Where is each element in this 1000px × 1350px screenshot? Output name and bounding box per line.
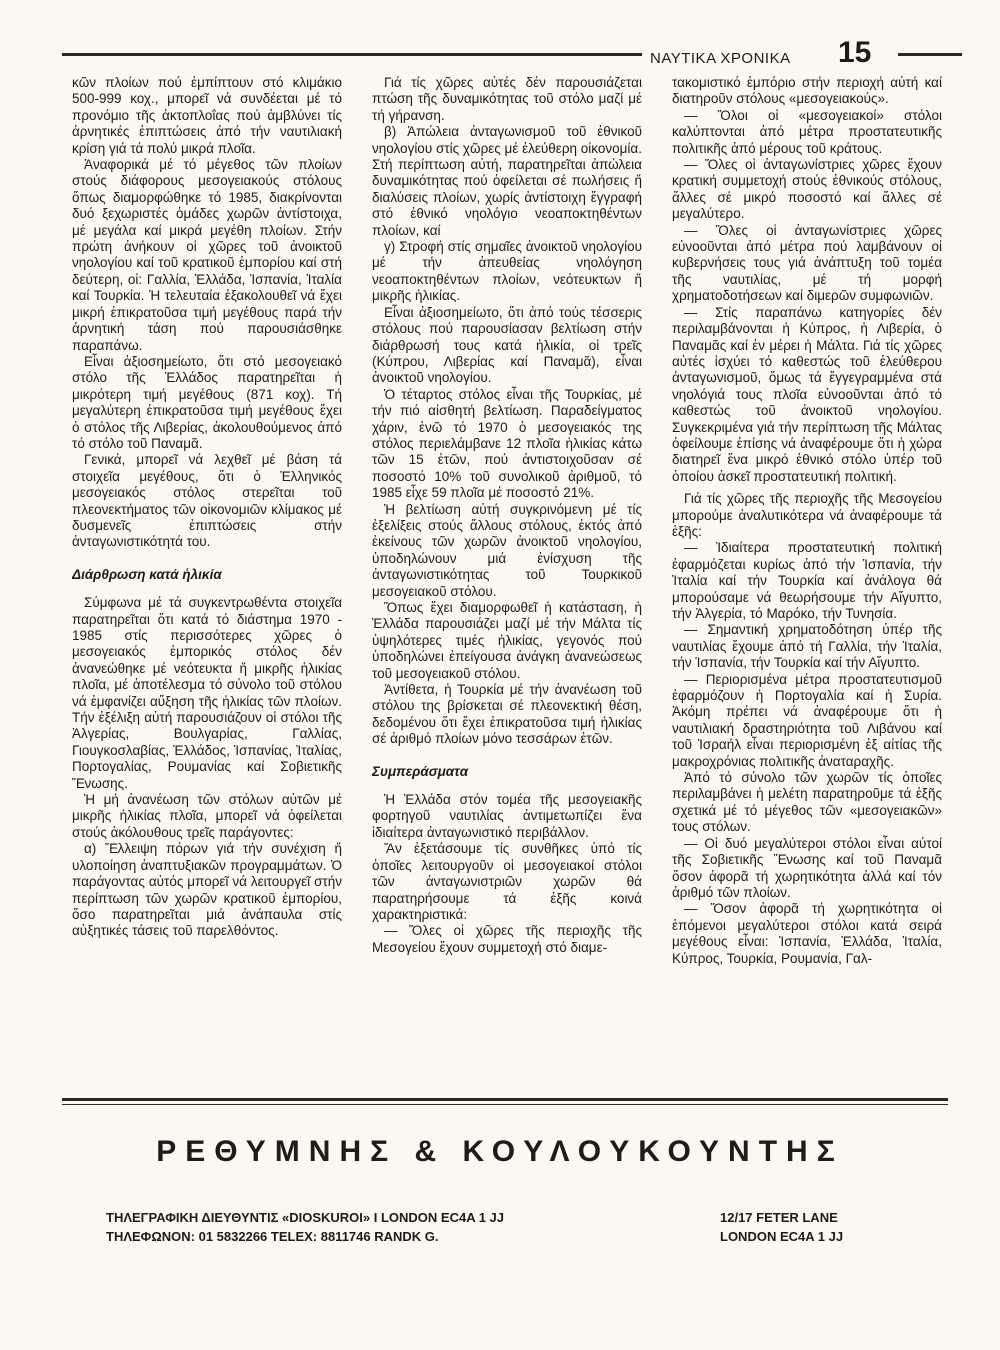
paragraph: — Ὅλες οἱ χῶρες τῆς περιοχῆς τῆς Μεσογείου ἔχουν συμμετοχή στό διαμε- xyxy=(372,923,642,955)
paragraph: Γιά τίς χῶρες αὐτές δέν παρουσιάζεται πτώση τῆς δυναμικότητας τοῦ στόλο μαζί μέ τή γήρανση. xyxy=(372,75,642,123)
section-heading-age: Διάρθρωση κατά ἡλικία xyxy=(72,566,222,582)
paragraph: — Στίς παραπάνω κατηγορίες δέν περιλαμβάνονται ἡ Κύπρος, ἡ Λιβερία, ὁ Παναμᾶς καί ἐν μέρει ἡ Μάλτα. Γιά τίς χῶρες αὐτές ἰσχύει τό καθεστώς τοῦ ἐλεύθερου ἀνταγωνισμοῦ, ὅμως τά ἔγγεγραμμένα στά νηολόγιά τους πλοῖα εὐνοοῦνται ἀπό τό καθεστώς τοῦ ἀνοικτοῦ νηολογίου. Συγκεκριμένα γιά τήν περίπτωση τῆς Μάλτας ὀφείλουμε ἐπίσης νά ἀναφέρουμε ὅτι ἡ χώρα διατηρεῖ ἕνα μικρό ἐθνικό στόλο ὑπέρ τοῦ ὁποίου ἀσκεῖ προστατευτική πολιτική. xyxy=(672,304,942,484)
paragraph: — Οἱ δυό μεγαλύτεροι στόλοι εἶναι αὐτοί τῆς Σοβιετικῆς Ἕνωσης καί τοῦ Παναμᾶ ὅσον ἀφορᾶ τή χωρητικότητα ἀλλά καί τόν ἀριθμό τῶν πλοίων. xyxy=(672,835,942,900)
header-rule-right xyxy=(898,53,962,56)
advert-contact xyxy=(106,1208,504,1246)
column-3 xyxy=(672,75,942,1090)
advert-telegraph: ΤΗΛΕΓΡΑΦΙΚΗ ΔΙΕΥΘΥΝΤΙΣ «DIOSKUROI» I LONDON EC4A 1 JJ xyxy=(106,1210,505,1225)
paragraph: — Σημαντική χρηματοδότηση ὑπέρ τῆς ναυτιλίας ἔχουμε ἀπό τή Γαλλία, τήν Ἰταλία, τήν Ἱσπανία, τήν Τουρκία καί τήν Αἴγυπτο. xyxy=(672,622,942,671)
paragraph: — Ὅλοι οἱ «μεσογειακοί» στόλοι καλύπτονται ἀπό μέτρα προστατευτικῆς πολιτικῆς ἀπό μέρους τοῦ κράτους. xyxy=(672,107,942,156)
running-title: ΝΑΥΤΙΚΑ ΧΡΟΝΙΚΑ xyxy=(650,50,791,67)
header-rule-left xyxy=(62,53,642,56)
paragraph: — Ἰδιαίτερα προστατευτική πολιτική ἐφαρμόζεται κυρίως ἀπό τήν Ἱσπανία, τήν Ἰταλία καί τήν Τουρκία καί ἀνάλογα θά μπορούσαμε νά θεωρήσουμε τήν Αἴγυπτο, τήν Ἀλγερία, τό Μαρόκο, τήν Τυνησία. xyxy=(672,540,942,621)
advert-rule xyxy=(62,1098,948,1101)
paragraph: — Ὅλες οἱ ἀνταγωνίστριες χῶρες εὐνοοῦνται ἀπό μέτρα πού λαμβάνουν οἱ κυβερνήσεις τους γιά ἀνάπτυξη τοῦ τομέα τῆς ναυτιλίας, μέ τή μορφή χρηματοδοτήσεων καί διμερῶν συμφωνιῶν. xyxy=(672,222,942,304)
advert-city: LONDON EC4A 1 JJ xyxy=(720,1229,844,1244)
paragraph: τακομιστικό ἐμπόριο στήν περιοχή αὐτή καί διατηροῦν στόλους «μεσογειακούς». xyxy=(672,75,942,107)
paragraph: Ἡ Ἑλλάδα στόν τομέα τῆς μεσογειακῆς φορτηγοῦ ναυτιλίας ἀντιμετωπίζει ἕνα ἰδιαίτερα ἀνταγωνιστικό περιβάλλον. xyxy=(372,792,642,840)
column-1 xyxy=(72,75,342,1090)
advert-address xyxy=(720,1208,843,1246)
paragraph: γ) Στροφή στίς σημαῖες ἀνοικτοῦ νηολογίου μέ τήν ἀπευθείας νηολόγηση νεοαποκτηθέντων πλοίων, νεότευκτων ἤ μικρῆς ἡλικίας. xyxy=(372,239,642,304)
paragraph: Εἶναι ἀξιοσημείωτο, ὅτι ἀπό τούς τέσσερις στόλους πού παρουσίασαν βελτίωση στήν διάρθρωσή τους κατά ἡλικία, οἱ τρεῖς (Κύπρου, Λιβερίας καί Παναμᾶ), εἶναι ἀνοικτοῦ νηολογίου. xyxy=(372,304,642,386)
paragraph: Ἡ βελτίωση αὐτή συγκρινόμενη μέ τίς ἐξελίξεις στούς ἄλλους στόλους, ἐκτός ἀπό ἐκείνους τῶν χωρῶν ἀνοικτοῦ νηολογίου, ὑποδηλώνουν μιά ἐνίσχυση τῆς ἀνταγωνιστικότητας τοῦ Τουρκικοῦ μεσογειακοῦ στόλου. xyxy=(372,501,642,599)
paragraph: Ὅπως ἔχει διαμορφωθεῖ ἡ κατάσταση, ἡ Ἑλλάδα παρουσιάζει μαζί μέ τήν Μάλτα τίς ὑψηλότερες τιμές ἡλικίας, γεγονός πού ὑποδηλώνει ἐπείγουσα ἀνάγκη ἀνανεώσεως τοῦ μεσογειακοῦ στόλου. xyxy=(372,600,642,681)
paragraph: Σύμφωνα μέ τά συγκεντρωθέντα στοιχεῖα παρατηρεῖται ὅτι κατά τό διάστημα 1970 - 1985 στίς περισσότερες χῶρες ὁ μεσογειακός ἐμπορικός στόλος δέν ἀνανεώθηκε μέ νεότευκτα ἤ μικρῆς ἡλικίας πλοῖα, μέ ἀποτέλεσμα τό σύνολο τοῦ στόλου νά ἐμφανίζει αὔξηση τῆς ἡλικίας τῶν πλοίων. Τήν ἐξέλιξη αὐτή παρουσιάζουν οἱ στόλοι τῆς Ἀλγερίας, Βουλγαρίας, Γαλλίας, Γιουγκοσλαβίας, Ἑλλάδος, Ἱσπανίας, Ἰταλίας, Πορτογαλίας, Ρουμανίας καί Σοβιετικῆς Ἕνωσης. xyxy=(72,595,342,791)
article-body xyxy=(72,75,940,1090)
paragraph: — Περιορισμένα μέτρα προστατευτισμοῦ ἐφαρμόζουν ἡ Πορτογαλία καί ἡ Συρία. Ἀκόμη πρέπει νά ἀναφέρουμε ὅτι ἡ ναυτιλιακή δραστηριότητα τοῦ Λιβάνου καί τοῦ Ἰσραήλ εἶναι περιορισμένη ἐξ αἰτίας τῆς μακροχρόνιας πολιτικῆς ἀναταραχῆς. xyxy=(672,671,942,769)
advert-phone: ΤΗΛΕΦΩΝΟΝ: 01 5832266 TELEX: 8811746 RANDK G. xyxy=(106,1229,439,1244)
paragraph: Ἡ μή ἀνανέωση τῶν στόλων αὐτῶν μέ μικρῆς ἡλικίας πλοῖα, μπορεῖ νά ὀφείλεται στούς ἀκόλουθους τρεῖς παράγοντες: xyxy=(72,792,342,840)
paragraph: Ὁ τέταρτος στόλος εἶναι τῆς Τουρκίας, μέ τήν πιό αἰσθητή βελτίωση. Παραδείγματος χάριν, ἐνῶ τό 1970 ὁ μεσογειακός της στόλος περιελάμβανε 12 πλοῖα ἡλικίας κάτω τῶν 15 ἐτῶν, πού ἀντιστοιχοῦσαν σέ ποσοστό 10% τοῦ συνολικοῦ ἀριθμοῦ, τό 1985 εἶχε 59 πλοῖα μέ ποσοστό 21%. xyxy=(372,386,642,501)
paragraph: Ἀπό τό σύνολο τῶν χωρῶν τίς ὁποῖες περιλαμβάνει ἡ μελέτη παρατηροῦμε τά ἑξῆς σχετικά μέ τό μέγεθος τῶν «μεσογειακῶν» τους στόλων. xyxy=(672,770,942,835)
page-header xyxy=(62,36,962,80)
paragraph: Ἀναφορικά μέ τό μέγεθος τῶν πλοίων στούς διάφορους μεσογειακούς στόλους ὅπως διαμορφώθηκε τό 1985, διακρίνονται δυό ξεχωριστές ὁμάδες χωρῶν ἀντίστοιχα, μέ μεγάλα καί μικρά μεγέθη πλοίων. Στήν πρώτη ἀνήκουν οἱ χῶρες τοῦ ἀνοικτοῦ νηολογίου καί τοῦ κρατικοῦ ἐμπορίου καί στή δεύτερη, οἱ: Γαλλία, Ἑλλάδα, Ἱσπανία, Ἰταλία καί Τουρκία. Ἡ τελευταία ἐξακολουθεῖ νά ἔχει μικρή ἐπικρατοῦσα τιμή μεγέθους παρά τήν ἀρνητική τάση πού παρουσιάσθηκε παραπάνω. xyxy=(72,157,342,353)
paragraph: κῶν πλοίων πού ἐμπίπτουν στό κλιμάκιο 500-999 κοχ., μπορεῖ νά συνδέεται μέ τό προνόμιο τῆς ἀκτοπλοΐας πού ἀμβλύνει τίς ἀρνητικές ἐπιπτώσεις ἀπό τήν ναυτιλιακή κρίση γιά τά πολύ μικρά πλοῖα. xyxy=(72,75,342,156)
paragraph: Ἄν ἐξετάσουμε τίς συνθῆκες ὑπό τίς ὁποῖες λειτουργοῦν οἱ μεσογειακοί στόλοι τῶν ἀνταγωνιστριῶν χωρῶν θά παρατηρήσουμε τά ἑξῆς κοινά χαρακτηριστικά: xyxy=(372,841,642,922)
paragraph: β) Ἀπώλεια ἀνταγωνισμοῦ τοῦ ἐθνικοῦ νηολογίου στίς χῶρες μέ ἐλεύθερη οἰκονομία. Στή περίπτωση αὐτή, παρατηρεῖται ἀπώλεια δυναμικότητας πού ὀφείλεται σέ πωλήσεις ἤ διαλύσεις πλοίων, χωρίς ἀντίστοιχη ἔγγραφή στό ἐθνικό νηολόγιο νεοαποκτηθέντων πλοίων, καί xyxy=(372,124,642,238)
paragraph: Εἶναι ἀξιοσημείωτο, ὅτι στό μεσογειακό στόλο τῆς Ἑλλάδος παρατηρεῖται ἡ μικρότερη τιμή μεγέθους (871 κοχ). Τή μεγαλύτερη ἐπικρατοῦσα τιμή μεγέθους ἔχει ὁ στόλος τῆς Λιβερίας, ἀκολουθούμενος ἀπό τό στόλο τοῦ Παναμᾶ. xyxy=(72,353,342,451)
paragraph: α) Ἔλλειψη πόρων γιά τήν συνέχιση ἤ υλοποίηση ἀναπτυξιακῶν προγραμμάτων. Ὁ παράγοντας αὐτός μπορεῖ νά λειτουργεῖ στήν περίπτωση τῶν χωρῶν κρατικοῦ ἐμπορίου, ὅσο παρατηρεῖται μιά ἀνάπαυλα στίς αὐξητικές τάσεις τοῦ παρελθόντος. xyxy=(72,841,342,939)
paragraph: Γιά τίς χῶρες τῆς περιοχῆς τῆς Μεσογείου μπορούμε ἀναλυτικότερα νά ἀναφέρουμε τά ἑξῆς: xyxy=(672,491,942,539)
paragraph: — Ὅσον ἀφορᾶ τή χωρητικότητα οἱ ἑπόμενοι μεγαλύτεροι στόλοι κατά σειρά μεγέθους εἶναι: Ἱσπανία, Ἑλλάδα, Ἰταλία, Κύπρος, Τουρκία, Ρουμανία, Γαλ- xyxy=(672,901,942,966)
paragraph: Ἀντίθετα, ἡ Τουρκία μέ τήν ἀνανέωση τοῦ στόλου της βρίσκεται σέ πλεονεκτική θέση, δεδομένου ὅτι ἔχει ἐπικρατοῦσα τιμή ἡλικίας σέ ἀριθμό πλοίων μόνο τεσσάρων ἐτῶν. xyxy=(372,682,642,747)
page-number: 15 xyxy=(838,36,872,69)
section-heading-conclusions: Συμπεράσματα xyxy=(372,763,469,779)
paragraph: Γενικά, μπορεῖ νά λεχθεῖ μέ βάση τά στοιχεῖα μεγέθους, ὅτι ὁ Ἑλληνικός μεσογειακός στόλος στερεῖται τοῦ πλεονεκτήματος τῶν οἰκονομιῶν κλίμακος μέ δυσμενεῖς ἐπιπτώσεις στήν ἀνταγωνιστικότητά του. xyxy=(72,452,342,550)
advert-street: 12/17 FETER LANE xyxy=(720,1210,838,1225)
advert-rule-thin xyxy=(62,1104,948,1105)
column-2 xyxy=(372,75,642,1090)
advert-company-name: ΡΕΘΥΜΝΗΣ & ΚΟΥΛΟΥΚΟΥΝΤΗΣ xyxy=(156,1135,844,1168)
paragraph: — Ὅλες οἱ ἀνταγωνίστριες χῶρες ἔχουν κρατική συμμετοχή στούς ἐθνικούς στόλους, ἄλλες σέ μικρό ποσοστό καί ἄλλες σέ μεγαλύτερο. xyxy=(672,157,942,222)
